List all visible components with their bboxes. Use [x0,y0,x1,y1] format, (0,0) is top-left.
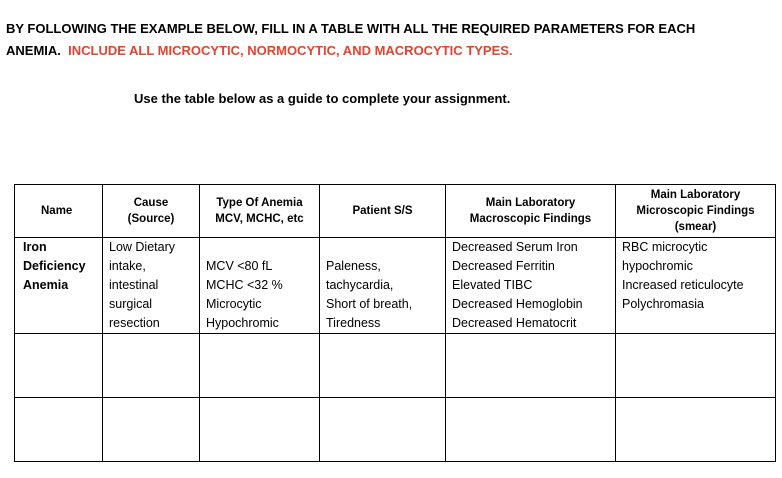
empty-cell[interactable] [446,398,616,462]
name-line: Iron [23,240,47,254]
empty-cell[interactable] [320,334,446,398]
micro-line: Increased reticulocyte [622,278,744,292]
instruction-line-1: BY FOLLOWING THE EXAMPLE BELOW, FILL IN A TABLE WITH ALL THE REQUIRED PARAMETERS FOR EACH [6,21,696,36]
guide-text: Use the table below as a guide to complete your assignment. [134,91,511,106]
example-name-cell [15,238,103,334]
macro-line: Decreased Hematocrit [452,316,577,330]
symptom-line: Short of breath, [326,297,413,311]
example-micro-cell [616,238,776,334]
header-cause: Cause (Source) [103,185,200,238]
cause-line: resection [109,316,160,330]
empty-cell[interactable] [200,398,320,462]
name-line: Anemia [23,278,69,292]
type-line: MCV <80 fL [206,259,273,273]
table-row-empty [15,334,776,398]
table-row [15,238,776,334]
empty-cell[interactable] [103,398,200,462]
empty-cell[interactable] [103,334,200,398]
empty-cell[interactable] [15,398,103,462]
empty-cell[interactable] [446,334,616,398]
name-line: Deficiency [23,259,86,273]
example-symptoms-cell [320,238,446,334]
anemia-table [14,184,776,462]
example-macro-cell [446,238,616,334]
instruction-line-2-black: ANEMIA. [6,43,61,58]
table-row-empty [15,398,776,462]
example-type-cell [200,238,320,334]
empty-cell[interactable] [200,334,320,398]
cause-line: intestinal [109,278,159,292]
instruction-line-2-red: INCLUDE ALL MICROCYTIC, NORMOCYTIC, AND MACROCYTIC TYPES. [68,43,513,58]
macro-line: Decreased Serum Iron [452,240,578,254]
header-micro: Main Laboratory Microscopic Findings (smear) [616,185,776,238]
micro-line: RBC microcytic [622,240,708,254]
header-name: Name [15,185,103,238]
macro-line: Elevated TIBC [452,278,533,292]
symptom-line: Paleness, [326,259,381,273]
cause-line: surgical [109,297,153,311]
header-type: Type Of Anemia MCV, MCHC, etc [200,185,320,238]
table-header-row [15,185,776,238]
macro-line: Decreased Hemoglobin [452,297,583,311]
header-macro: Main Laboratory Macroscopic Findings [446,185,616,238]
assignment-instructions [6,18,776,62]
example-cause-cell [103,238,200,334]
type-line: Microcytic [206,297,262,311]
micro-line: hypochromic [622,259,693,273]
type-line: Hypochromic [206,316,279,330]
symptom-line: tachycardia, [326,278,394,292]
empty-cell[interactable] [15,334,103,398]
instruction-line-2 [6,40,776,62]
micro-line: Polychromasia [622,297,704,311]
empty-cell[interactable] [320,398,446,462]
empty-cell[interactable] [616,398,776,462]
type-line: MCHC <32 % [206,278,283,292]
header-symptoms: Patient S/S [320,185,446,238]
empty-cell[interactable] [616,334,776,398]
cause-line: intake, [109,259,146,273]
symptom-line: Tiredness [326,316,381,330]
macro-line: Decreased Ferritin [452,259,555,273]
cause-line: Low Dietary [109,240,175,254]
